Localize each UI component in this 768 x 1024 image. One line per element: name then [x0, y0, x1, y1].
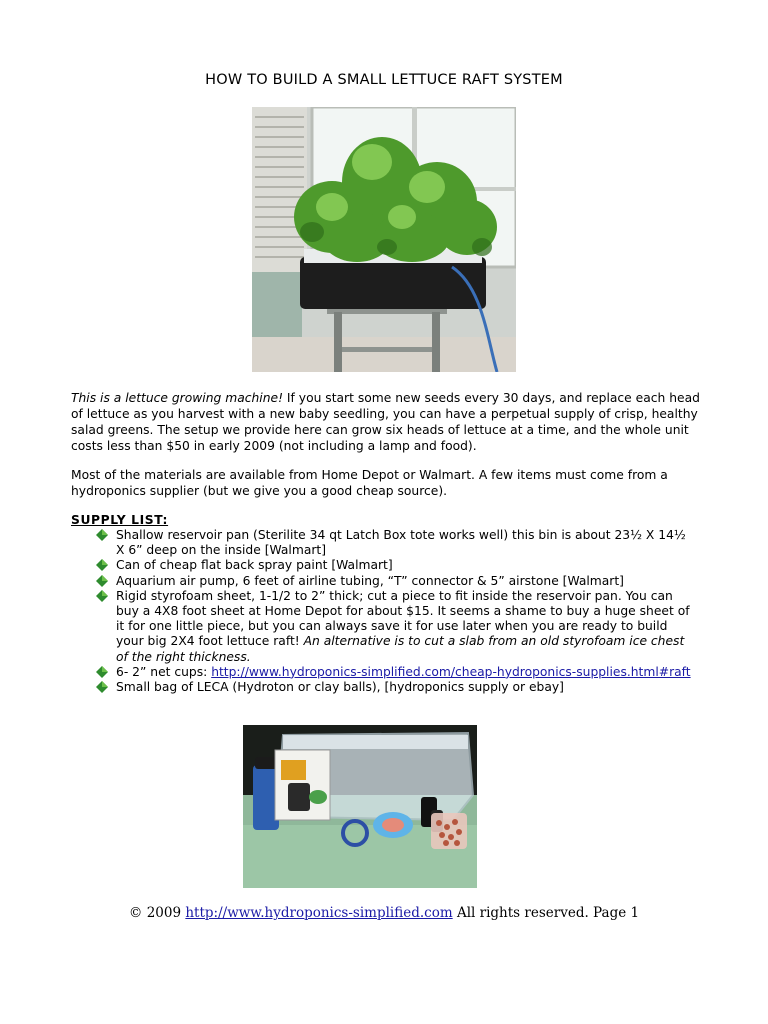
supplies-photo [243, 725, 477, 888]
lettuce-machine-photo [252, 107, 516, 372]
supply-item-text: Shallow reservoir pan (Sterilite 34 qt Latch Box tote works well) this bin is about 23½ X 14½ X 6” deep on the inside [Walmart] [116, 528, 686, 558]
page-footer [0, 905, 768, 921]
net-cups-link[interactable]: http://www.hydroponics-simplified.com/cheap-hydroponics-supplies.html#raft [211, 664, 691, 679]
supply-list [96, 528, 696, 695]
list-item [96, 528, 696, 558]
list-item [96, 680, 696, 695]
supply-list-heading: SUPPLY LIST: [71, 513, 169, 527]
intro-text: If you start some new seeds every 30 days, and replace each head of lettuce as you harvest with a new baby seedling, you can have a perpetual supply of crisp, healthy salad greens. The setup we provide here can grow six heads of lettuce at a time, and the whole unit costs less than $50 in early 2009 (not including a lamp and food). [71, 391, 700, 453]
supply-item-text: Rigid styrofoam sheet, 1-1/2 to 2” thick; cut a piece to fit inside the reservoir pan. You can buy a 4X8 foot sheet at Home Depot for about $15. It seems a shame to buy a huge sheet of it for one little piece, but you can always save it for use later when you are ready to build your big 2X4 foot lettuce raft! [116, 588, 690, 649]
copyright-text: © 2009 [128, 905, 186, 921]
footer-website-link[interactable]: http://www.hydroponics-simplified.com [185, 905, 453, 921]
list-item [96, 589, 696, 665]
supply-item-text: Small bag of LECA (Hydroton or clay balls), [hydroponics supply or ebay] [116, 680, 564, 695]
green-diamond-bullet-icon [96, 559, 108, 571]
green-diamond-bullet-icon [96, 666, 108, 678]
list-item [96, 574, 696, 589]
supply-item-text: 6- 2” net cups: [116, 664, 212, 679]
supply-item-text: Aquarium air pump, 6 feet of airline tubing, “T” connector & 5” airstone [Walmart] [116, 573, 624, 588]
green-diamond-bullet-icon [96, 681, 108, 693]
intro-italic-lead: This is a lettuce growing machine! [71, 391, 284, 405]
supply-item-italic: An alternative is to cut a slab from an old styrofoam ice chest of the right thickness. [116, 634, 685, 664]
page-title: HOW TO BUILD A SMALL LETTUCE RAFT SYSTEM [205, 72, 563, 88]
supply-item-text: Can of cheap flat back spray paint [Walmart] [116, 558, 393, 573]
rights-text: All rights reserved. Page 1 [452, 905, 640, 921]
list-item [96, 665, 696, 680]
green-diamond-bullet-icon [96, 575, 108, 587]
materials-paragraph: Most of the materials are available from Home Depot or Walmart. A few items must come from a hydroponics supplier (but we give you a good cheap source). [71, 468, 668, 498]
list-item [96, 558, 696, 573]
green-diamond-bullet-icon [96, 529, 108, 541]
intro-paragraph [71, 390, 703, 454]
green-diamond-bullet-icon [96, 590, 108, 602]
